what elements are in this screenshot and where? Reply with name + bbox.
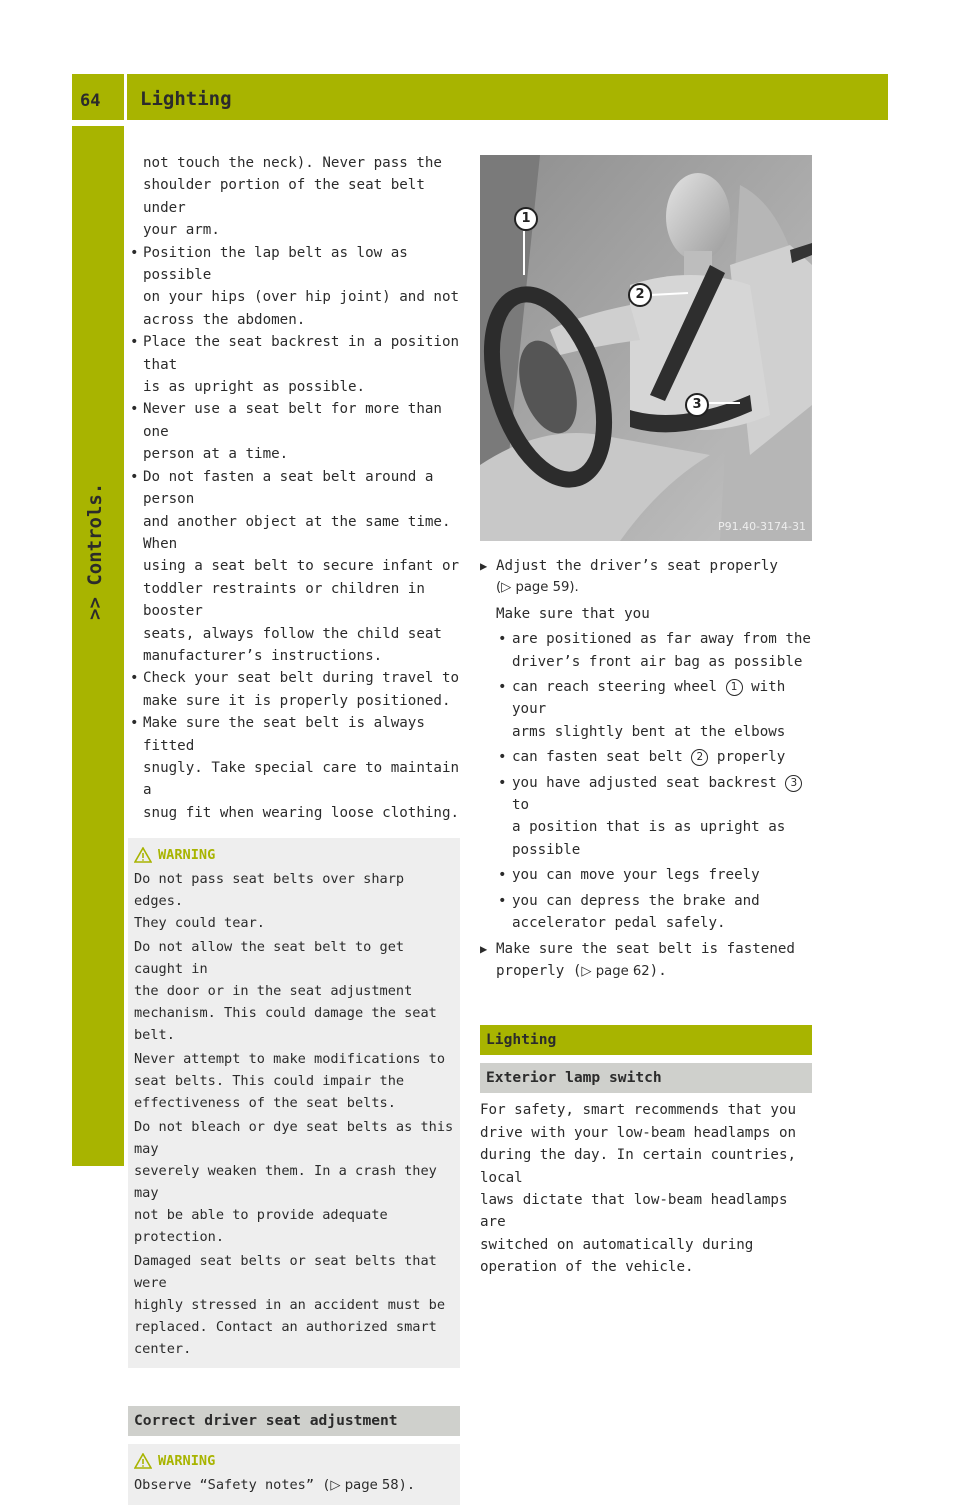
intro-continued: not touch the neck). Never pass the shoulder portion of the seat belt under your arm. [143, 155, 442, 239]
side-tab-label: >> Controls. [84, 482, 106, 620]
callout-3: 3 [685, 393, 709, 417]
list-item: • you have adjusted seat backrest 3 to a position that is as upright as possible [480, 772, 812, 862]
subsection-heading: Correct driver seat adjustment [128, 1406, 460, 1436]
list-item: • Make sure the seat belt is always fitted snugly. Take special care to maintain a snug fit when wearing loose clothing. [130, 715, 460, 821]
list-item: • can reach steering wheel 1 with your arms slightly bent at the elbows [498, 679, 786, 740]
list-item: • are positioned as far away from the driver’s front air bag as possible [498, 631, 811, 670]
list-item: • Position the lap belt as low as possible on your hips (over hip joint) and not across the abdomen. [130, 244, 460, 328]
step-arrow-icon: ▶ [480, 559, 488, 573]
warning-box: WARNING Observe “Safety notes” (▷ page 58). [128, 1444, 460, 1505]
list-item: • you can depress the brake and accelerator pedal safely. [498, 892, 760, 932]
section-heading: Lighting [480, 1025, 812, 1055]
list-item: • Do not fasten a seat belt around a person and another object at the same time. When using a seat belt to secure infant or toddler restraints or children in booster seats, always follow the child seat manufacturer’s instructions. [130, 468, 460, 664]
warning-title: WARNING [134, 1450, 460, 1472]
page-number: 64 [80, 91, 101, 111]
instruction-step: ▶ Make sure the seat belt is fastened properly (▷ page 62). [480, 938, 812, 984]
warning-box: WARNING Do not pass seat belts over sharp edges. They could tear. Do not allow the seat belt to get caught in the door or in the seat adjustment mechanism. This could damage the seat belt. Never attempt to make modifications to seat belts. This could impair the effectiveness of the seat belts. Do not bleach or dye seat belts as this may severely weaken them. In a crash they may not be able to provide adequate protection. Damaged seat belts or seat belts that were highly stressed in an accident must be replaced. Contact an authorized smart center. [128, 838, 460, 1368]
left-column [128, 152, 460, 1505]
right-column [480, 155, 812, 1279]
warning-title: WARNING [134, 844, 460, 866]
list-item: • can fasten seat belt 2 properly [498, 749, 786, 766]
seat-belt-illustration [480, 155, 812, 541]
body-paragraph: For safety, smart recommends that you drive with your low-beam headlamps on during the day. In certain countries, local laws dictate that low-beam headlamps are switched on automatically during operation of the vehicle. [480, 1102, 797, 1276]
instruction-step: ▶ Adjust the driver’s seat properly (▷ page 59). Make sure that you [480, 555, 812, 625]
callout-ref-1: 1 [726, 679, 743, 696]
callout-2: 2 [628, 283, 652, 307]
step-arrow-icon: ▶ [480, 941, 488, 956]
callout-ref-3: 3 [785, 775, 802, 792]
subsection-heading: Exterior lamp switch [480, 1063, 812, 1093]
list-item: • you can move your legs freely [498, 867, 760, 884]
callout-1: 1 [514, 207, 538, 231]
header-separator [124, 74, 127, 120]
side-tab [72, 126, 124, 1166]
list-item: • Never use a seat belt for more than one person at a time. [130, 401, 442, 463]
warning-triangle-icon [134, 847, 152, 863]
warning-triangle-icon [134, 1453, 152, 1469]
section-title: Lighting [140, 88, 232, 110]
list-item: • Check your seat belt during travel to make sure it is properly positioned. [130, 670, 460, 709]
list-item: • Place the seat backrest in a position that is as upright as possible. [130, 334, 460, 396]
page-reference-link[interactable]: ▷ page 58 [330, 1478, 399, 1494]
page-reference-link[interactable]: (▷ page 59). [496, 580, 579, 596]
figure-code: P91.40-3174-31 [717, 519, 806, 533]
instruction-steps [480, 555, 812, 983]
callout-ref-2: 2 [691, 749, 708, 766]
page-reference-link[interactable]: ▷ page 62 [581, 963, 650, 979]
